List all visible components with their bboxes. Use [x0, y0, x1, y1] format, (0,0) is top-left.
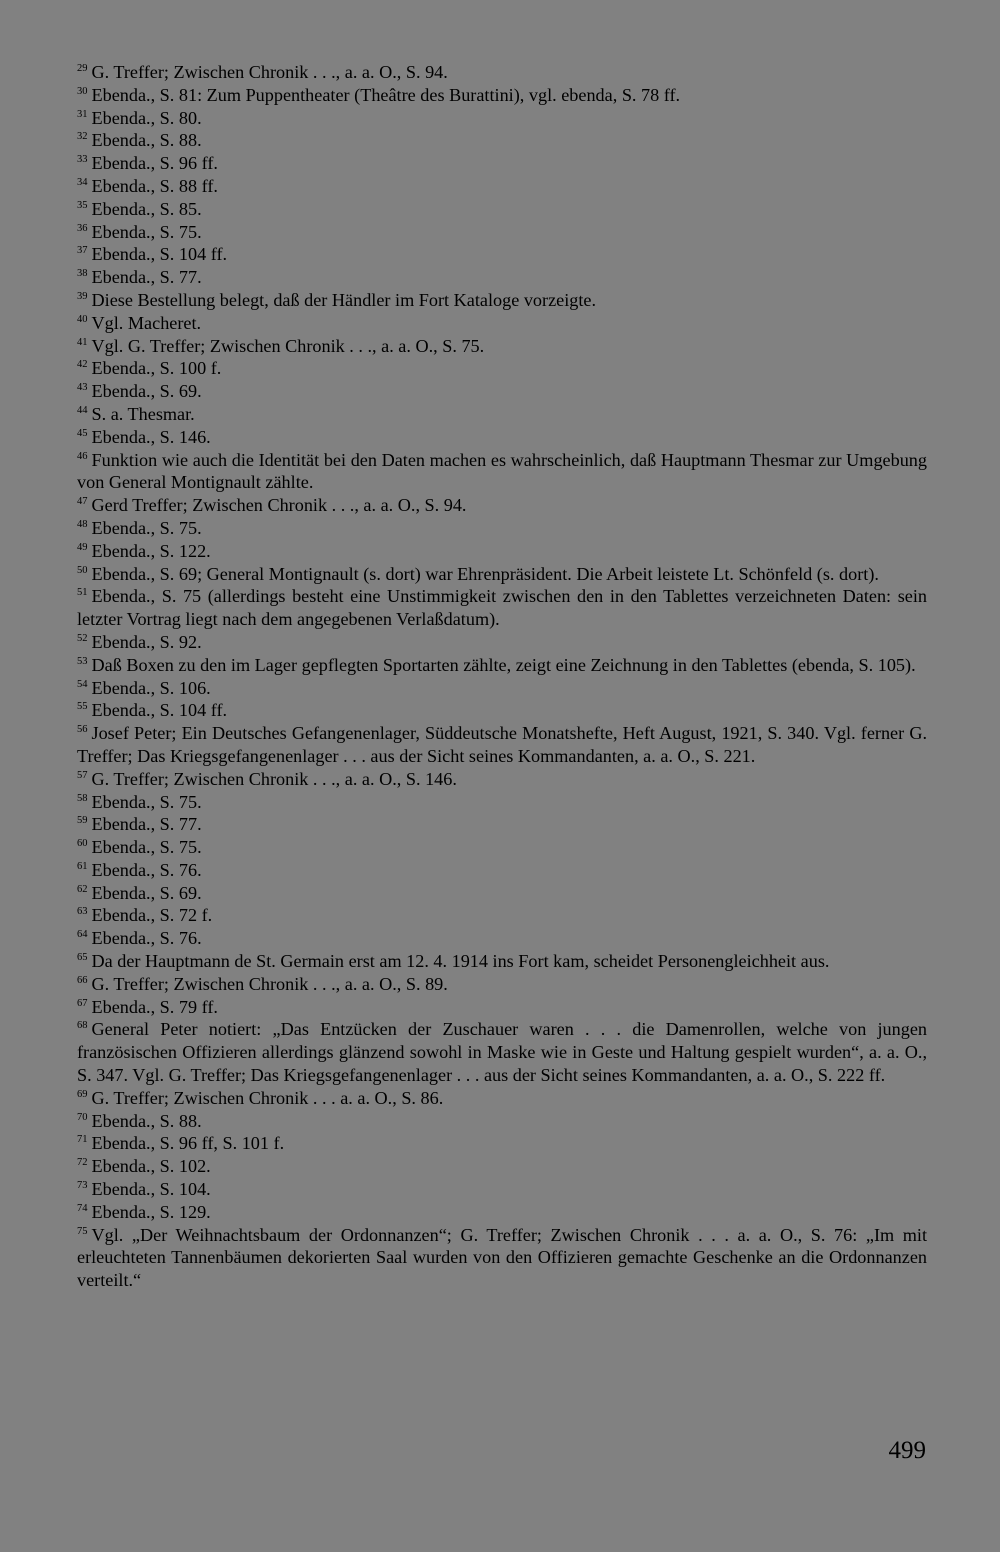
- footnote-60: [77, 836, 927, 859]
- footnote-number: 52: [77, 632, 88, 644]
- footnote-number: 55: [77, 701, 88, 713]
- footnote-42: [77, 357, 927, 380]
- footnote-text: Ebenda., S. 104 ff.: [91, 244, 228, 265]
- footnote-number: 60: [77, 838, 88, 850]
- footnote-number: 63: [77, 906, 88, 918]
- footnote-number: 45: [77, 427, 88, 439]
- footnote-number: 31: [77, 108, 88, 120]
- footnote-35: [77, 198, 927, 221]
- footnote-text: Ebenda., S. 69.: [91, 381, 202, 402]
- footnote-66: [77, 973, 927, 996]
- footnote-text: Ebenda., S. 77.: [91, 267, 202, 288]
- footnote-number: 57: [77, 769, 88, 781]
- footnote-text: Diese Bestellung belegt, daß der Händler im Fort Kataloge vorzeigte.: [91, 289, 597, 310]
- footnote-30: [77, 84, 927, 107]
- footnote-55: [77, 699, 927, 722]
- footnote-number: 58: [77, 792, 88, 804]
- footnote-number: 32: [77, 131, 88, 143]
- footnote-71: [77, 1132, 927, 1155]
- footnote-36: [77, 221, 927, 244]
- footnote-text: S. a. Thesmar.: [91, 403, 195, 424]
- footnote-text: G. Treffer; Zwischen Chronik . . ., a. a. O., S. 146.: [91, 768, 457, 789]
- footnote-47: [77, 494, 927, 517]
- footnote-text: Ebenda., S. 75.: [91, 517, 202, 538]
- footnote-number: 39: [77, 290, 88, 302]
- footnote-74: [77, 1201, 927, 1224]
- footnote-text: Ebenda., S. 75.: [91, 791, 202, 812]
- footnote-number: 37: [77, 245, 88, 257]
- footnote-text: Ebenda., S. 106.: [91, 677, 211, 698]
- footnote-41: [77, 335, 927, 358]
- footnote-text: G. Treffer; Zwischen Chronik . . . a. a. O., S. 86.: [91, 1087, 444, 1108]
- footnote-51: [77, 585, 927, 631]
- footnote-29: [77, 61, 927, 84]
- footnote-48: [77, 517, 927, 540]
- footnote-number: 64: [77, 929, 88, 941]
- footnote-38: [77, 266, 927, 289]
- footnote-43: [77, 380, 927, 403]
- footnote-text: Ebenda., S. 77.: [91, 814, 202, 835]
- footnote-number: 29: [77, 63, 88, 74]
- footnote-54: [77, 677, 927, 700]
- footnote-text: Vgl. G. Treffer; Zwischen Chronik . . ., a. a. O., S. 75.: [91, 335, 485, 356]
- footnote-text: Ebenda., S. 102.: [91, 1156, 211, 1177]
- footnote-text: General Peter notiert: „Das Entzücken der Zuschauer waren . . . die Damenrollen, welche von jungen französischen Offizieren allerdings glänzend sowohl in Maske wie in Geste und Haltung gespielt wurden“, a. a. O., S. 347. Vgl. G. Treffer; Das Kriegsgefangenenlager . . . aus der Sicht seines Kommandanten, a. a. O., S. 222 ff.: [77, 1019, 927, 1086]
- footnote-text: Josef Peter; Ein Deutsches Gefangenenlager, Süddeutsche Monatshefte, Heft August, 1921, S. 340. Vgl. ferner G. Treffer; Das Kriegsgefangenenlager . . . aus der Sicht seines Kommandanten, a. a. O., S. 221.: [77, 723, 927, 766]
- footnote-50: [77, 563, 927, 586]
- footnote-57: [77, 768, 927, 791]
- footnote-number: 73: [77, 1180, 88, 1192]
- footnote-text: Gerd Treffer; Zwischen Chronik . . ., a. a. O., S. 94.: [91, 495, 467, 516]
- footnote-text: Ebenda., S. 76.: [91, 859, 202, 880]
- footnote-number: 50: [77, 564, 88, 576]
- footnote-text: Ebenda., S. 104 ff.: [91, 700, 228, 721]
- footnote-70: [77, 1110, 927, 1133]
- footnote-46: [77, 449, 927, 495]
- footnote-number: 75: [77, 1225, 88, 1237]
- footnote-text: Ebenda., S. 122.: [91, 540, 211, 561]
- footnote-number: 53: [77, 655, 88, 667]
- footnote-65: [77, 950, 927, 973]
- footnote-72: [77, 1155, 927, 1178]
- footnotes-list: [77, 61, 927, 1292]
- footnote-40: [77, 312, 927, 335]
- footnote-text: Ebenda., S. 96 ff, S. 101 f.: [91, 1133, 285, 1154]
- footnote-text: G. Treffer; Zwischen Chronik . . ., a. a. O., S. 94.: [91, 62, 448, 82]
- footnote-number: 41: [77, 336, 88, 348]
- footnote-text: Ebenda., S. 88 ff.: [91, 175, 218, 196]
- footnote-67: [77, 996, 927, 1019]
- footnote-text: Ebenda., S. 100 f.: [91, 358, 222, 379]
- footnote-number: 56: [77, 724, 88, 736]
- footnote-text: Ebenda., S. 75 (allerdings besteht eine Unstimmigkeit zwischen den in den Tablettes verzeichneten Daten: sein letzter Vortrag liegt nach dem angegebenen Verlaßdatum).: [77, 586, 927, 630]
- footnote-number: 44: [77, 404, 88, 416]
- footnote-text: Ebenda., S. 146.: [91, 426, 211, 447]
- footnote-text: Vgl. „Der Weihnachtsbaum der Ordonnanzen“; G. Treffer; Zwischen Chronik . . . a. a. O., S. 76: „Im mit erleuchteten Tannenbäumen dekorierten Saal wurden von den Offizieren gemachte Geschenke an die Ordonnanzen verteilt.“: [77, 1224, 927, 1291]
- footnote-63: [77, 904, 927, 927]
- footnote-text: Ebenda., S. 96 ff.: [91, 153, 218, 174]
- footnote-text: Daß Boxen zu den im Lager gepflegten Sportarten zählte, zeigt eine Zeichnung in den Tablettes (ebenda, S. 105).: [91, 654, 916, 675]
- footnote-61: [77, 859, 927, 882]
- footnote-69: [77, 1087, 927, 1110]
- footnote-68: [77, 1018, 927, 1086]
- footnote-number: 67: [77, 997, 88, 1009]
- footnote-number: 66: [77, 974, 88, 986]
- footnote-number: 36: [77, 222, 88, 234]
- footnote-62: [77, 882, 927, 905]
- footnote-number: 35: [77, 199, 88, 211]
- footnote-text: Ebenda., S. 69.: [91, 882, 202, 903]
- footnote-number: 65: [77, 952, 88, 964]
- footnote-text: Ebenda., S. 81: Zum Puppentheater (Theâtre des Burattini), vgl. ebenda, S. 78 ff.: [91, 84, 681, 105]
- footnote-number: 40: [77, 313, 88, 325]
- footnote-text: Da der Hauptmann de St. Germain erst am 12. 4. 1914 ins Fort kam, scheidet Personengleichheit aus.: [91, 951, 830, 972]
- footnote-number: 62: [77, 883, 88, 895]
- footnote-number: 38: [77, 268, 88, 280]
- footnote-number: 68: [77, 1020, 88, 1032]
- footnote-text: Funktion wie auch die Identität bei den Daten machen es wahrscheinlich, daß Hauptmann Thesmar zur Umgebung von General Montignault zählte.: [77, 449, 927, 493]
- footnote-text: Ebenda., S. 72 f.: [91, 905, 213, 926]
- footnote-34: [77, 175, 927, 198]
- footnote-text: Vgl. Macheret.: [91, 312, 202, 333]
- footnote-number: 30: [77, 85, 88, 97]
- footnote-number: 47: [77, 496, 88, 508]
- page-number: 499: [888, 1437, 926, 1464]
- footnote-52: [77, 631, 927, 654]
- footnote-number: 33: [77, 154, 88, 166]
- footnote-64: [77, 927, 927, 950]
- footnote-number: 59: [77, 815, 88, 827]
- footnote-text: Ebenda., S. 129.: [91, 1201, 211, 1222]
- footnote-49: [77, 540, 927, 563]
- footnote-number: 54: [77, 678, 88, 690]
- footnote-39: [77, 289, 927, 312]
- footnote-text: Ebenda., S. 92.: [91, 631, 202, 652]
- footnote-text: G. Treffer; Zwischen Chronik . . ., a. a. O., S. 89.: [91, 973, 448, 994]
- footnote-45: [77, 426, 927, 449]
- footnote-number: 46: [77, 450, 88, 462]
- footnote-59: [77, 813, 927, 836]
- footnote-75: [77, 1224, 927, 1292]
- footnote-53: [77, 654, 927, 677]
- footnote-text: Ebenda., S. 79 ff.: [91, 996, 218, 1017]
- footnote-number: 48: [77, 518, 88, 530]
- footnote-text: Ebenda., S. 80.: [91, 107, 202, 128]
- footnote-number: 69: [77, 1088, 88, 1100]
- footnote-text: Ebenda., S. 69; General Montignault (s. dort) war Ehrenpräsident. Die Arbeit leistete Lt. Schönfeld (s. dort).: [91, 563, 879, 584]
- footnote-58: [77, 791, 927, 814]
- footnote-32: [77, 129, 927, 152]
- footnote-number: 43: [77, 382, 88, 394]
- footnote-33: [77, 152, 927, 175]
- footnote-text: Ebenda., S. 75.: [91, 837, 202, 858]
- footnote-number: 72: [77, 1157, 88, 1169]
- footnote-number: 34: [77, 176, 88, 188]
- footnote-number: 49: [77, 541, 88, 553]
- footnote-number: 42: [77, 359, 88, 371]
- footnote-number: 71: [77, 1134, 88, 1146]
- footnote-text: Ebenda., S. 104.: [91, 1179, 211, 1200]
- footnote-37: [77, 243, 927, 266]
- footnote-text: Ebenda., S. 88.: [91, 1110, 202, 1131]
- footnote-56: [77, 722, 927, 768]
- footnote-text: Ebenda., S. 88.: [91, 130, 202, 151]
- footnote-number: 74: [77, 1202, 88, 1214]
- footnote-31: [77, 107, 927, 130]
- footnote-number: 61: [77, 860, 88, 872]
- footnote-text: Ebenda., S. 76.: [91, 928, 202, 949]
- footnote-44: [77, 403, 927, 426]
- footnote-73: [77, 1178, 927, 1201]
- footnote-number: 70: [77, 1111, 88, 1123]
- footnote-number: 51: [77, 587, 88, 599]
- footnote-text: Ebenda., S. 75.: [91, 221, 202, 242]
- footnote-text: Ebenda., S. 85.: [91, 198, 202, 219]
